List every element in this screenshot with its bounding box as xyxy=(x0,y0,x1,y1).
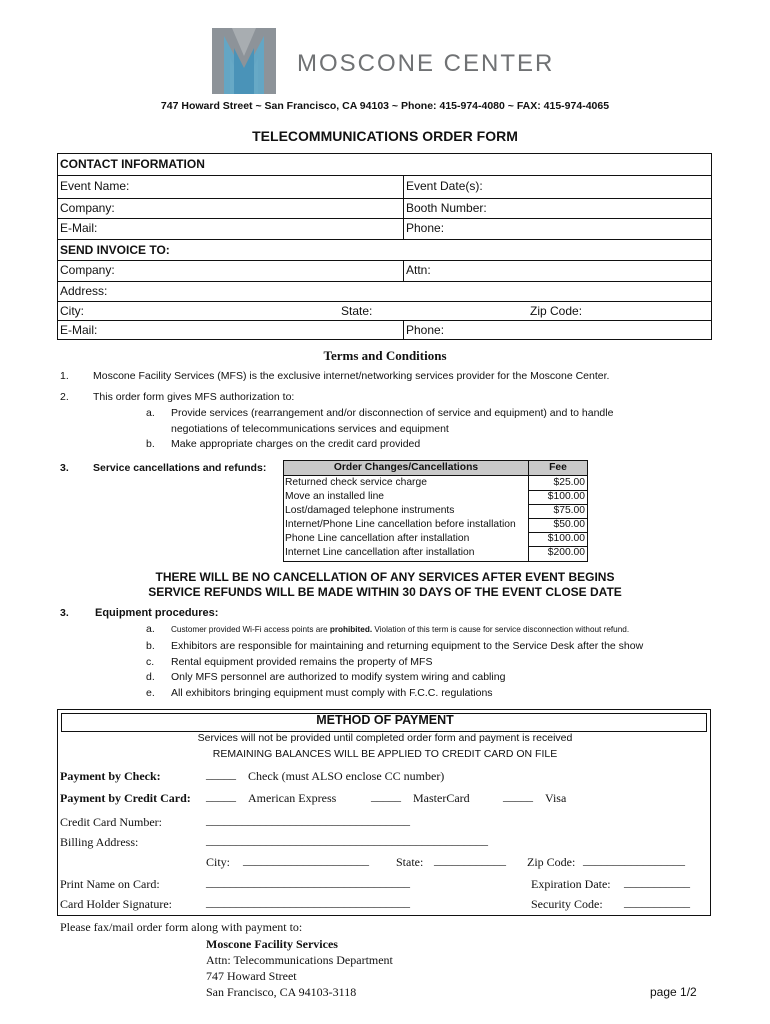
fee-row-fee: $75.00 xyxy=(553,505,585,516)
contact-table xyxy=(57,153,712,340)
billing-address-field[interactable]: _______________________________________________ xyxy=(206,833,488,847)
billing-address-label: Billing Address: xyxy=(60,835,139,849)
payment-note-1: Services will not be provided until completed order form and payment is received xyxy=(197,732,573,744)
check-text: Check (must ALSO enclose CC number) xyxy=(248,769,445,783)
fee-row-item: Returned check service charge xyxy=(285,477,427,488)
billing-zip-field[interactable]: _________________ xyxy=(583,853,685,867)
check-checkbox[interactable]: _____ xyxy=(206,767,236,781)
equipment-a: Customer provided Wi-Fi access points are prohibited. Violation of this term is cause for service disconnection without refund. xyxy=(171,625,630,634)
invoice-email-field[interactable]: E-Mail: xyxy=(60,323,98,337)
cc-number-label: Credit Card Number: xyxy=(60,815,162,829)
equipment-a-letter: a. xyxy=(146,623,155,635)
fee-row-item: Internet Line cancellation after installation xyxy=(285,547,475,558)
equipment-c: Rental equipment provided remains the property of MFS xyxy=(171,656,433,668)
fee-row-item: Internet/Phone Line cancellation before installation xyxy=(285,519,516,530)
billing-city-field[interactable]: _____________________ xyxy=(243,853,369,867)
equipment-e: All exhibitors bringing equipment must comply with F.C.C. regulations xyxy=(171,687,493,699)
footer-attn: Attn: Telecommunications Department xyxy=(206,953,393,967)
brand-name: MOSCONE CENTER xyxy=(297,50,555,77)
footer-instruction: Please fax/mail order form along with payment to: xyxy=(60,920,303,934)
event-name-field[interactable]: Event Name: xyxy=(60,179,130,193)
mastercard-label: MasterCard xyxy=(413,791,470,805)
payment-note-2: REMAINING BALANCES WILL BE APPLIED TO CREDIT CARD ON FILE xyxy=(212,748,558,760)
check-label: Payment by Check: xyxy=(60,769,161,783)
terms-item-2: This order form gives MFS authorization to: xyxy=(93,391,295,403)
notice-line-2: SERVICE REFUNDS WILL BE MADE WITHIN 30 DAYS OF THE EVENT CLOSE DATE xyxy=(148,585,622,599)
cc-label: Payment by Credit Card: xyxy=(60,791,191,805)
terms-item-3-number: 3. xyxy=(60,462,69,474)
equipment-c-letter: c. xyxy=(146,656,155,668)
terms-item-1: Moscone Facility Services (MFS) is the exclusive internet/networking services provider for the Moscone Center. xyxy=(93,370,610,382)
billing-state-field[interactable]: ____________ xyxy=(434,853,506,867)
footer-city: San Francisco, CA 94103-3118 xyxy=(206,985,357,999)
amex-checkbox[interactable]: _____ xyxy=(206,789,236,803)
fee-row-fee: $25.00 xyxy=(553,477,585,488)
security-code-label: Security Code: xyxy=(531,897,603,911)
invoice-zip-field[interactable]: Zip Code: xyxy=(530,304,583,318)
cc-number-field[interactable]: __________________________________ xyxy=(206,813,410,827)
terms-item-2b: Make appropriate charges on the credit card provided xyxy=(171,438,421,450)
fee-row-fee: $50.00 xyxy=(553,519,585,530)
equipment-b-letter: b. xyxy=(146,640,155,652)
expiration-field[interactable]: ___________ xyxy=(624,875,690,889)
terms-item-1-number: 1. xyxy=(60,370,69,382)
print-name-field[interactable]: __________________________________ xyxy=(206,875,410,889)
print-name-label: Print Name on Card: xyxy=(60,877,160,891)
invoice-state-field[interactable]: State: xyxy=(341,304,373,318)
billing-city-label: City: xyxy=(206,855,231,869)
fee-row-item: Move an installed line xyxy=(285,491,385,502)
equipment-d: Only MFS personnel are authorized to modify system wiring and cabling xyxy=(171,671,506,683)
terms-item-3: Service cancellations and refunds: xyxy=(93,462,267,474)
fee-table xyxy=(283,460,588,562)
amex-label: American Express xyxy=(248,791,337,805)
billing-state-label: State: xyxy=(396,855,424,869)
fee-row-fee: $100.00 xyxy=(547,533,585,544)
fee-row-item: Lost/damaged telephone instruments xyxy=(285,505,455,516)
terms-item-2a-line1: Provide services (rearrangement and/or disconnection of service and equipment) and to handle xyxy=(171,407,614,419)
terms-item-2a-letter: a. xyxy=(146,407,155,419)
company-field[interactable]: Company: xyxy=(60,201,115,215)
contact-heading: CONTACT INFORMATION xyxy=(60,157,205,171)
mastercard-checkbox[interactable]: _____ xyxy=(371,789,401,803)
fee-col-header-item: Order Changes/Cancellations xyxy=(333,462,479,473)
terms-heading: Terms and Conditions xyxy=(323,348,447,363)
invoice-phone-field[interactable]: Phone: xyxy=(406,323,445,337)
email-field[interactable]: E-Mail: xyxy=(60,221,98,235)
invoice-address-field[interactable]: Address: xyxy=(60,284,108,298)
fee-row-item: Phone Line cancellation after installation xyxy=(285,533,470,544)
security-code-field[interactable]: ___________ xyxy=(624,895,690,909)
page-number: page 1/2 xyxy=(650,985,697,999)
visa-label: Visa xyxy=(545,791,567,805)
expiration-label: Expiration Date: xyxy=(531,877,611,891)
booth-number-field[interactable]: Booth Number: xyxy=(406,201,487,215)
billing-zip-label: Zip Code: xyxy=(527,855,576,869)
fee-col-header-fee: Fee xyxy=(549,462,567,473)
fee-row-fee: $200.00 xyxy=(547,547,585,558)
terms-item-2b-letter: b. xyxy=(146,438,155,450)
invoice-city-field[interactable]: City: xyxy=(60,304,84,318)
invoice-company-field[interactable]: Company: xyxy=(60,263,115,277)
equipment-heading: Equipment procedures: xyxy=(95,607,219,619)
equipment-d-letter: d. xyxy=(146,671,155,683)
fee-row-fee: $100.00 xyxy=(547,491,585,502)
equipment-b: Exhibitors are responsible for maintaining and returning equipment to the Service Desk after the show xyxy=(171,640,644,652)
terms-item-2-number: 2. xyxy=(60,391,69,403)
signature-field[interactable]: __________________________________ xyxy=(206,895,410,909)
invoice-heading: SEND INVOICE TO: xyxy=(60,243,170,257)
footer-org: Moscone Facility Services xyxy=(206,937,338,951)
event-dates-field[interactable]: Event Date(s): xyxy=(406,179,483,193)
notice-line-1: THERE WILL BE NO CANCELLATION OF ANY SERVICES AFTER EVENT BEGINS xyxy=(155,570,615,584)
visa-checkbox[interactable]: _____ xyxy=(503,789,533,803)
phone-field[interactable]: Phone: xyxy=(406,221,445,235)
moscone-logo-icon xyxy=(212,28,276,94)
equipment-number: 3. xyxy=(60,607,69,619)
invoice-attn-field[interactable]: Attn: xyxy=(406,263,431,277)
footer-street: 747 Howard Street xyxy=(206,969,297,983)
address-line: 747 Howard Street ~ San Francisco, CA 94103 ~ Phone: 415-974-4080 ~ FAX: 415-974-4065 xyxy=(160,100,610,112)
equipment-e-letter: e. xyxy=(146,687,155,699)
payment-heading: METHOD OF PAYMENT xyxy=(316,713,454,727)
terms-item-2a-line2: negotiations of telecommunications services and equipment xyxy=(171,423,449,435)
form-title: TELECOMMUNICATIONS ORDER FORM xyxy=(252,128,518,144)
signature-label: Card Holder Signature: xyxy=(60,897,172,911)
